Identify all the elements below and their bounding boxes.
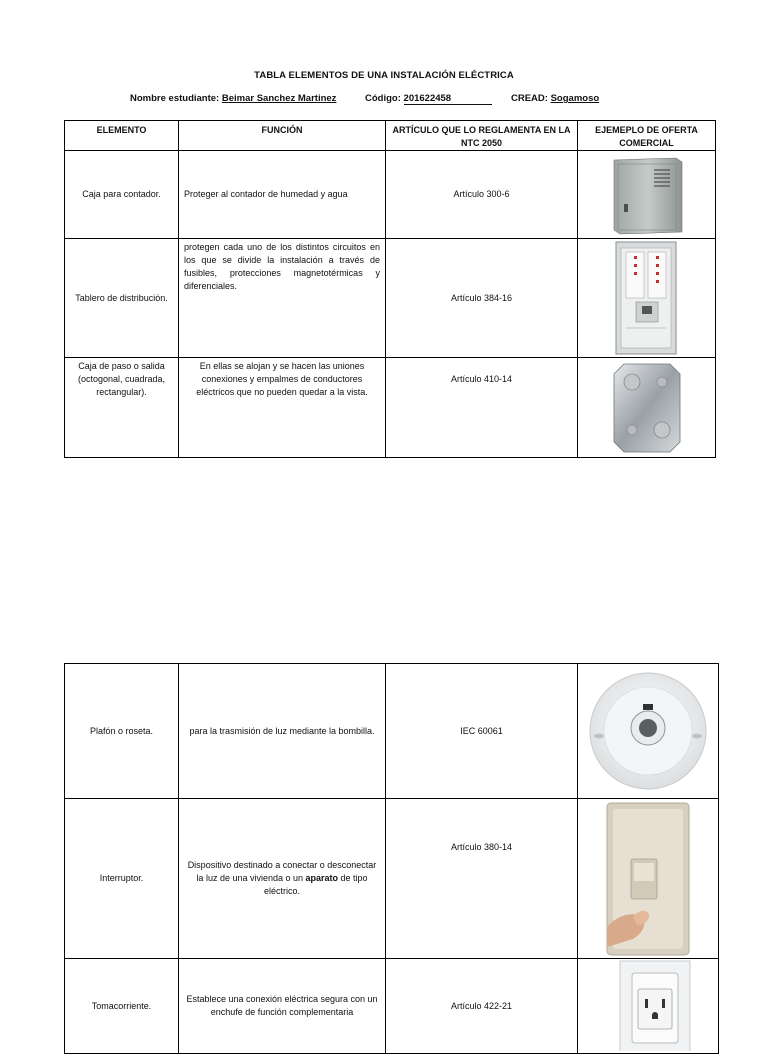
header-ejemplo: EJEMEPLO DE OFERTA COMERCIAL	[578, 121, 716, 151]
header-elemento: ELEMENTO	[65, 121, 179, 151]
code-value: 201622458	[404, 93, 492, 105]
article-cell: Artículo 380-14	[386, 799, 578, 959]
table-row	[65, 664, 719, 799]
header-funcion: FUNCIÓN	[179, 121, 386, 151]
function-text: Dispositivo destinado a conectar o desconectar la luz de una vivienda o un	[187, 860, 377, 883]
elements-table	[64, 120, 716, 458]
element-cell: Plafón o roseta.	[65, 664, 179, 799]
elements-table-continued	[64, 663, 719, 1054]
cread-label: CREAD:	[511, 93, 548, 104]
light-switch-photo	[578, 799, 719, 959]
table-row	[65, 358, 716, 458]
article-cell: Artículo 300-6	[386, 151, 578, 239]
function-bold-word: aparato	[305, 873, 339, 883]
student-field	[130, 93, 336, 104]
function-cell	[179, 799, 386, 959]
article-cell: Artículo 384-16	[386, 239, 578, 358]
outlet-photo	[578, 959, 719, 1054]
function-cell: Proteger al contador de humedad y agua	[179, 151, 386, 239]
cread-value: Sogamoso	[550, 93, 600, 104]
distribution-board-photo	[578, 239, 716, 358]
function-cell: para la trasmisión de luz mediante la bombilla.	[179, 664, 386, 799]
function-cell: En ellas se alojan y se hacen las uniones conexiones y empalmes de conductores eléctricos que no pueden quedar a la vista.	[179, 358, 386, 458]
function-cell: Establece una conexión eléctrica segura con un enchufe de función complementaria	[179, 959, 386, 1054]
code-field	[365, 93, 492, 105]
table-row	[65, 151, 716, 239]
table-row	[65, 239, 716, 358]
cread-field	[511, 93, 599, 104]
document-title: TABLA ELEMENTOS DE UNA INSTALACIÓN ELÉCTRICA	[254, 70, 514, 81]
element-cell: Tomacorriente.	[65, 959, 179, 1054]
article-cell: Artículo 410-14	[386, 358, 578, 458]
element-cell: Interruptor.	[65, 799, 179, 959]
element-cell: Caja de paso o salida (octogonal, cuadrada, rectangular).	[65, 358, 179, 458]
code-label: Código:	[365, 93, 401, 104]
table-header-row	[65, 121, 716, 151]
table-row	[65, 959, 719, 1054]
article-cell: Artículo 422-21	[386, 959, 578, 1054]
function-text-end: de tipo eléctrico.	[263, 873, 368, 896]
student-label: Nombre estudiante:	[130, 93, 220, 104]
element-cell: Tablero de distribución.	[65, 239, 179, 358]
header-articulo: ARTÍCULO QUE LO REGLAMENTA EN LA NTC 2050	[386, 121, 578, 151]
meter-box-photo	[578, 151, 716, 239]
table-row	[65, 799, 719, 959]
junction-box-photo	[578, 358, 716, 458]
element-cell: Caja para contador.	[65, 151, 179, 239]
ceiling-socket-photo	[578, 664, 719, 799]
article-cell: IEC 60061	[386, 664, 578, 799]
student-name: Beimar Sanchez Martinez	[221, 93, 337, 104]
function-cell: protegen cada uno de los distintos circuitos en los que se divide la instalación a través de fusibles, protecciones magnetotérmicas y diferenciales.	[179, 239, 386, 358]
